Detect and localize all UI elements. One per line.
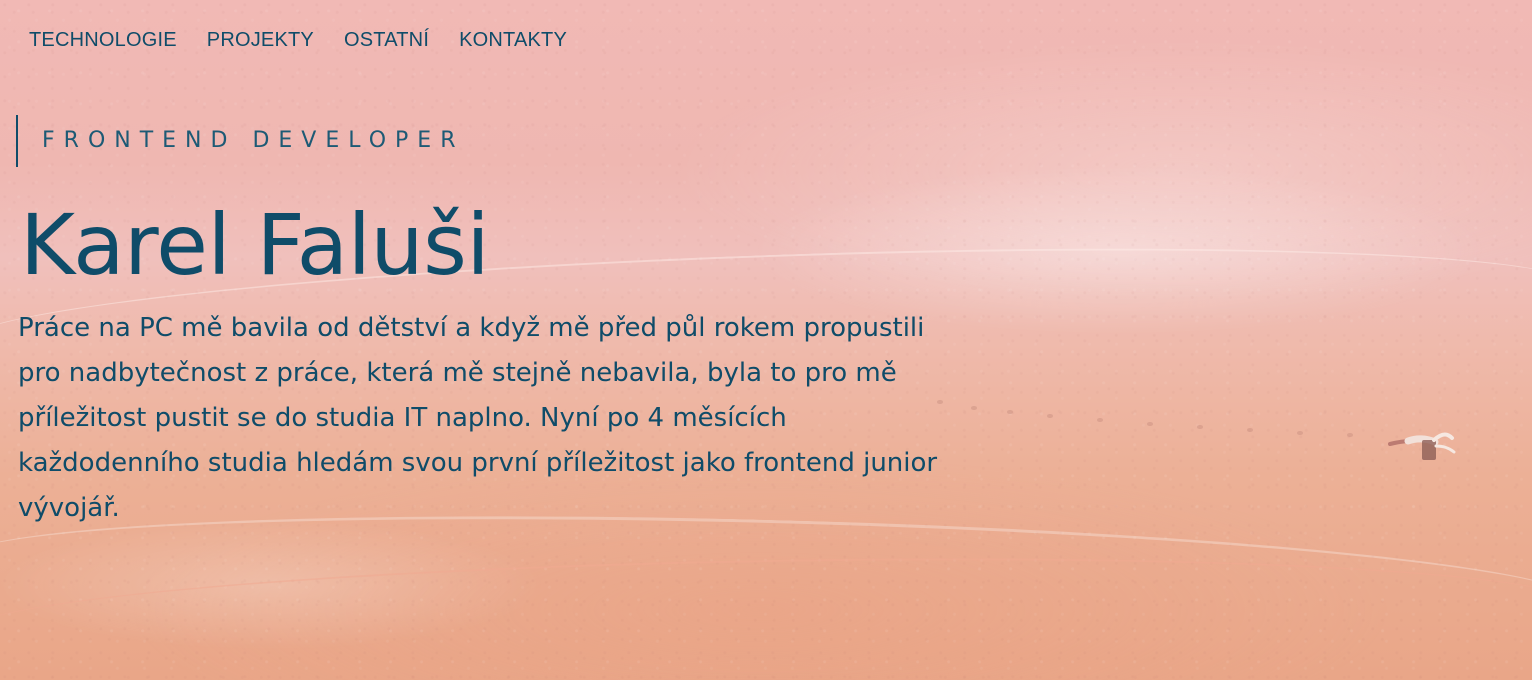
role-accent-bar — [16, 115, 18, 167]
person-name: Karel Faluši — [20, 196, 490, 294]
role-heading-group — [16, 115, 464, 167]
intro-paragraph: Práce na PC mě bavila od dětství a když mě před půl rokem propustili pro nadbytečnost z práce, která mě stejně nebavila, byla to pro mě příležitost pustit se do studia IT naplno. Nyní po 4 měsících každodenního studia hledám svou první příležitost jako frontend junior vývojář. — [18, 313, 938, 523]
nav-link-projekty[interactable]: PROJEKTY — [206, 29, 314, 51]
main-navigation — [29, 28, 567, 52]
beach-person-illustration — [1388, 424, 1458, 464]
role-title: FRONTEND DEVELOPER — [42, 128, 465, 153]
nav-link-ostatni[interactable]: OSTATNÍ — [343, 29, 430, 51]
nav-link-technologie[interactable]: TECHNOLOGIE — [29, 29, 177, 51]
nav-link-kontakty[interactable]: KONTAKTY — [459, 29, 567, 51]
shoreline-wave — [0, 546, 1532, 680]
beach-footprints — [930, 390, 1400, 450]
